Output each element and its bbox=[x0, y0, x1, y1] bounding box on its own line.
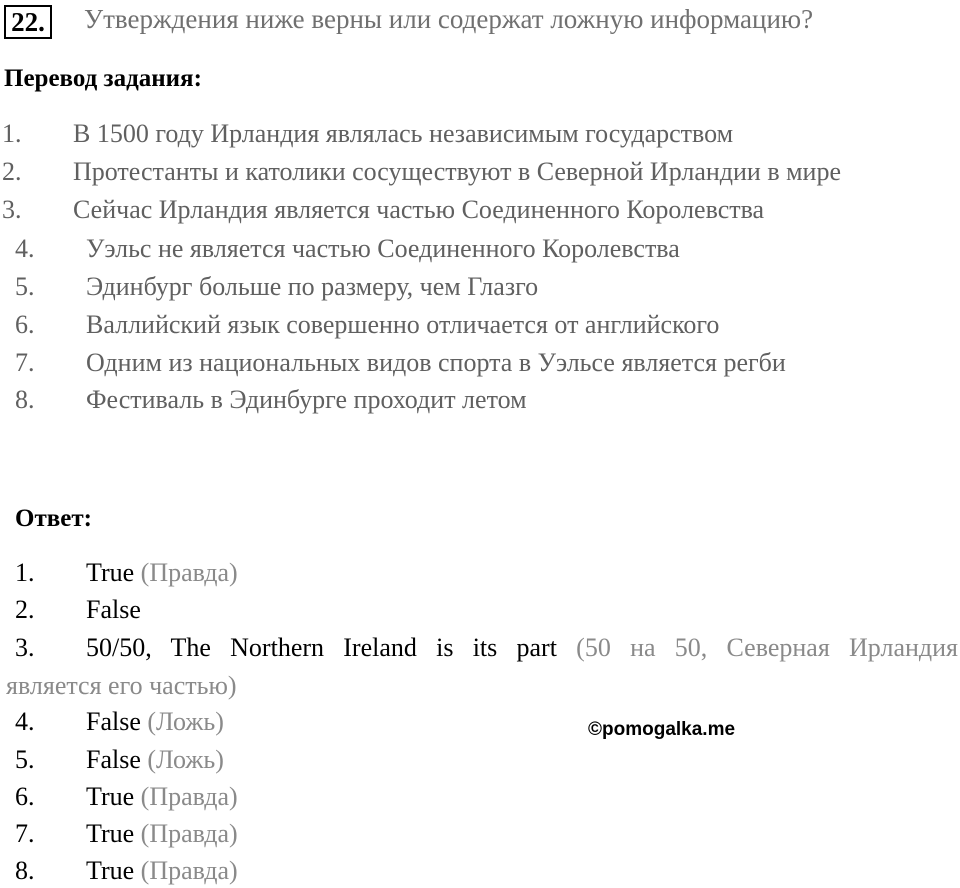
task-question: Утверждения ниже верны или содержат ложную информацию? bbox=[84, 4, 814, 34]
translation-item-number: 7. bbox=[15, 348, 35, 377]
translation-item-text: Эдинбург больше по размеру, чем Глазго bbox=[86, 272, 539, 301]
answer-item-text bbox=[86, 819, 238, 849]
answer-item-number: 2. bbox=[15, 595, 35, 624]
answer-value: False bbox=[86, 595, 141, 624]
answer-translation: (Ложь) bbox=[140, 707, 224, 736]
answer-translation-continuation: является его частью) bbox=[6, 671, 237, 700]
answer-heading: Ответ: bbox=[15, 505, 92, 532]
answer-value: False bbox=[86, 707, 141, 736]
answer-translation: (Правда) bbox=[134, 782, 238, 811]
translation-item-text: Уэльс не является частью Соединенного Королевства bbox=[86, 234, 680, 263]
answer-translation: (Ложь) bbox=[140, 745, 224, 774]
answer-translation: (50 на 50, Северная Ирландия bbox=[556, 633, 958, 662]
translation-item-number: 2. bbox=[2, 157, 22, 186]
translation-item-text: Одним из национальных видов спорта в Уэльсе является регби bbox=[86, 348, 786, 377]
answer-item-number: 8. bbox=[15, 856, 35, 885]
answer-value: True bbox=[86, 819, 135, 848]
translation-item-number: 5. bbox=[15, 272, 35, 301]
answer-item-number: 4. bbox=[15, 707, 35, 736]
answer-item-text bbox=[86, 782, 238, 812]
answer-value: 50/50, The Northern Ireland is its part bbox=[86, 633, 557, 662]
translation-item-number: 6. bbox=[15, 310, 35, 339]
answer-value: True bbox=[86, 782, 135, 811]
translation-item-number: 8. bbox=[15, 385, 35, 414]
answer-item-number: 7. bbox=[15, 819, 35, 848]
answer-value: True bbox=[86, 856, 135, 885]
answer-item-text bbox=[86, 595, 141, 625]
answer-item-text bbox=[86, 856, 238, 886]
answer-item-text bbox=[86, 633, 958, 663]
translation-item-number: 1. bbox=[2, 119, 22, 148]
answer-item-number: 1. bbox=[15, 558, 35, 587]
translation-item-text: Фестиваль в Эдинбурге проходит летом bbox=[86, 385, 527, 414]
translation-item-text: Валлийский язык совершенно отличается от английского bbox=[86, 310, 720, 339]
answer-translation: (Правда) bbox=[134, 558, 238, 587]
answer-translation: (Правда) bbox=[134, 819, 238, 848]
answer-item-number: 6. bbox=[15, 782, 35, 811]
answer-item-text bbox=[86, 745, 224, 775]
translation-item-text: Сейчас Ирландия является частью Соединенного Королевства bbox=[73, 195, 765, 224]
watermark-text: ©pomogalka.me bbox=[588, 719, 736, 740]
answer-value: True bbox=[86, 558, 135, 587]
answer-translation: (Правда) bbox=[134, 856, 238, 885]
answer-item-text bbox=[86, 707, 224, 737]
translation-item-text: В 1500 году Ирландия являлась независимым государством bbox=[73, 119, 734, 148]
answer-item-text bbox=[86, 558, 238, 588]
translation-item-text: Протестанты и католики сосуществуют в Северной Ирландии в мире bbox=[73, 157, 842, 186]
answer-value: False bbox=[86, 745, 141, 774]
translation-heading: Перевод задания: bbox=[4, 65, 202, 92]
answer-item-number: 3. bbox=[15, 633, 35, 662]
translation-item-number: 3. bbox=[2, 195, 22, 224]
answer-item-number: 5. bbox=[15, 745, 35, 774]
task-number: 22. bbox=[4, 5, 52, 39]
translation-item-number: 4. bbox=[15, 234, 35, 263]
